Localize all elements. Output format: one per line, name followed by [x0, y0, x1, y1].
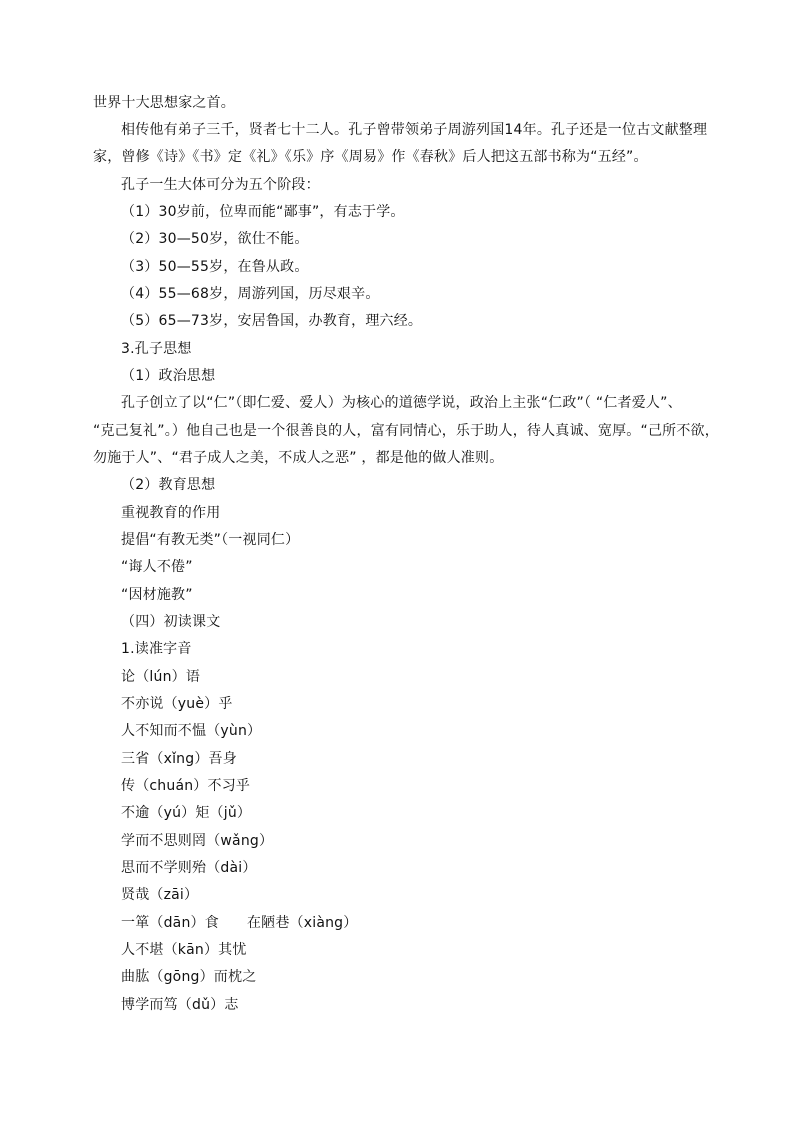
pronunciation-item: 不逾（yú）矩（jǔ）	[121, 805, 252, 821]
list-item: （3）50—55岁，在鲁从政。	[121, 259, 309, 275]
paragraph-line: 相传他有弟子三千，贤者七十二人。孔子曾带领弟子周游列国14年。孔子还是一位古文献整理	[121, 122, 708, 138]
list-item: “因材施教”	[121, 587, 193, 603]
pronunciation-item: 学而不思则罔（wǎng）	[121, 833, 274, 849]
pronunciation-item: 三省（xǐng）吾身	[121, 751, 237, 767]
pronunciation-item: 曲肱（gōng）而枕之	[121, 969, 257, 985]
list-item: （5）65—73岁，安居鲁国，办教育，理六经。	[121, 313, 423, 329]
pronunciation-item: 不亦说（yuè）乎	[121, 696, 233, 712]
paragraph-line: 世界十大思想家之首。	[93, 95, 235, 111]
subsection-heading: 1.读准字音	[121, 641, 192, 657]
pronunciation-item: 贤哉（zāi）	[121, 887, 199, 903]
pronunciation-row	[121, 914, 357, 932]
subsection-heading: （1）政治思想	[121, 368, 216, 384]
paragraph-line: “克己复礼”。）他自己也是一个很善良的人，富有同情心，乐于助人，待人真诚、宽厚。“己所不欲，	[93, 423, 719, 439]
list-item: “诲人不倦”	[121, 559, 193, 575]
list-item: 重视教育的作用	[121, 505, 221, 521]
pronunciation-item: 传（chuán）不习乎	[121, 778, 251, 794]
pronunciation-item: 一箪（dān）食	[121, 915, 219, 931]
pronunciation-item: 人不知而不愠（yùn）	[121, 723, 262, 739]
section-heading: （四）初读课文	[121, 614, 221, 630]
list-item: 提倡“有教无类”（一视同仁）	[121, 532, 300, 548]
paragraph-line: 孔子一生大体可分为五个阶段：	[121, 177, 320, 193]
paragraph-line: 家，曾修《诗》《书》定《礼》《乐》序《周易》作《春秋》后人把这五部书称为“五经”。	[93, 149, 648, 165]
list-item: （4）55—68岁，周游列国，历尽艰辛。	[121, 286, 380, 302]
paragraph-line: 勿施于人”、“君子成人之美，不成人之恶” ，都是他的做人准则。	[93, 450, 504, 466]
paragraph-line: 孔子创立了以“仁”（即仁爱、爱人）为核心的道德学说，政治上主张“仁政”（ “仁者爱人”、	[121, 395, 682, 411]
section-heading: 3.孔子思想	[121, 341, 192, 357]
subsection-heading: （2）教育思想	[121, 477, 216, 493]
pronunciation-item: 博学而笃（dǔ）志	[121, 997, 239, 1013]
list-item: （1）30岁前，位卑而能“鄙事”，有志于学。	[121, 204, 405, 220]
pronunciation-item: 思而不学则殆（dài）	[121, 860, 257, 876]
pronunciation-item: 论（lún）语	[121, 669, 201, 685]
list-item: （2）30—50岁，欲仕不能。	[121, 231, 309, 247]
pronunciation-item: 人不堪（kān）其忧	[121, 942, 247, 958]
pronunciation-item: 在陋巷（xiàng）	[246, 915, 358, 931]
